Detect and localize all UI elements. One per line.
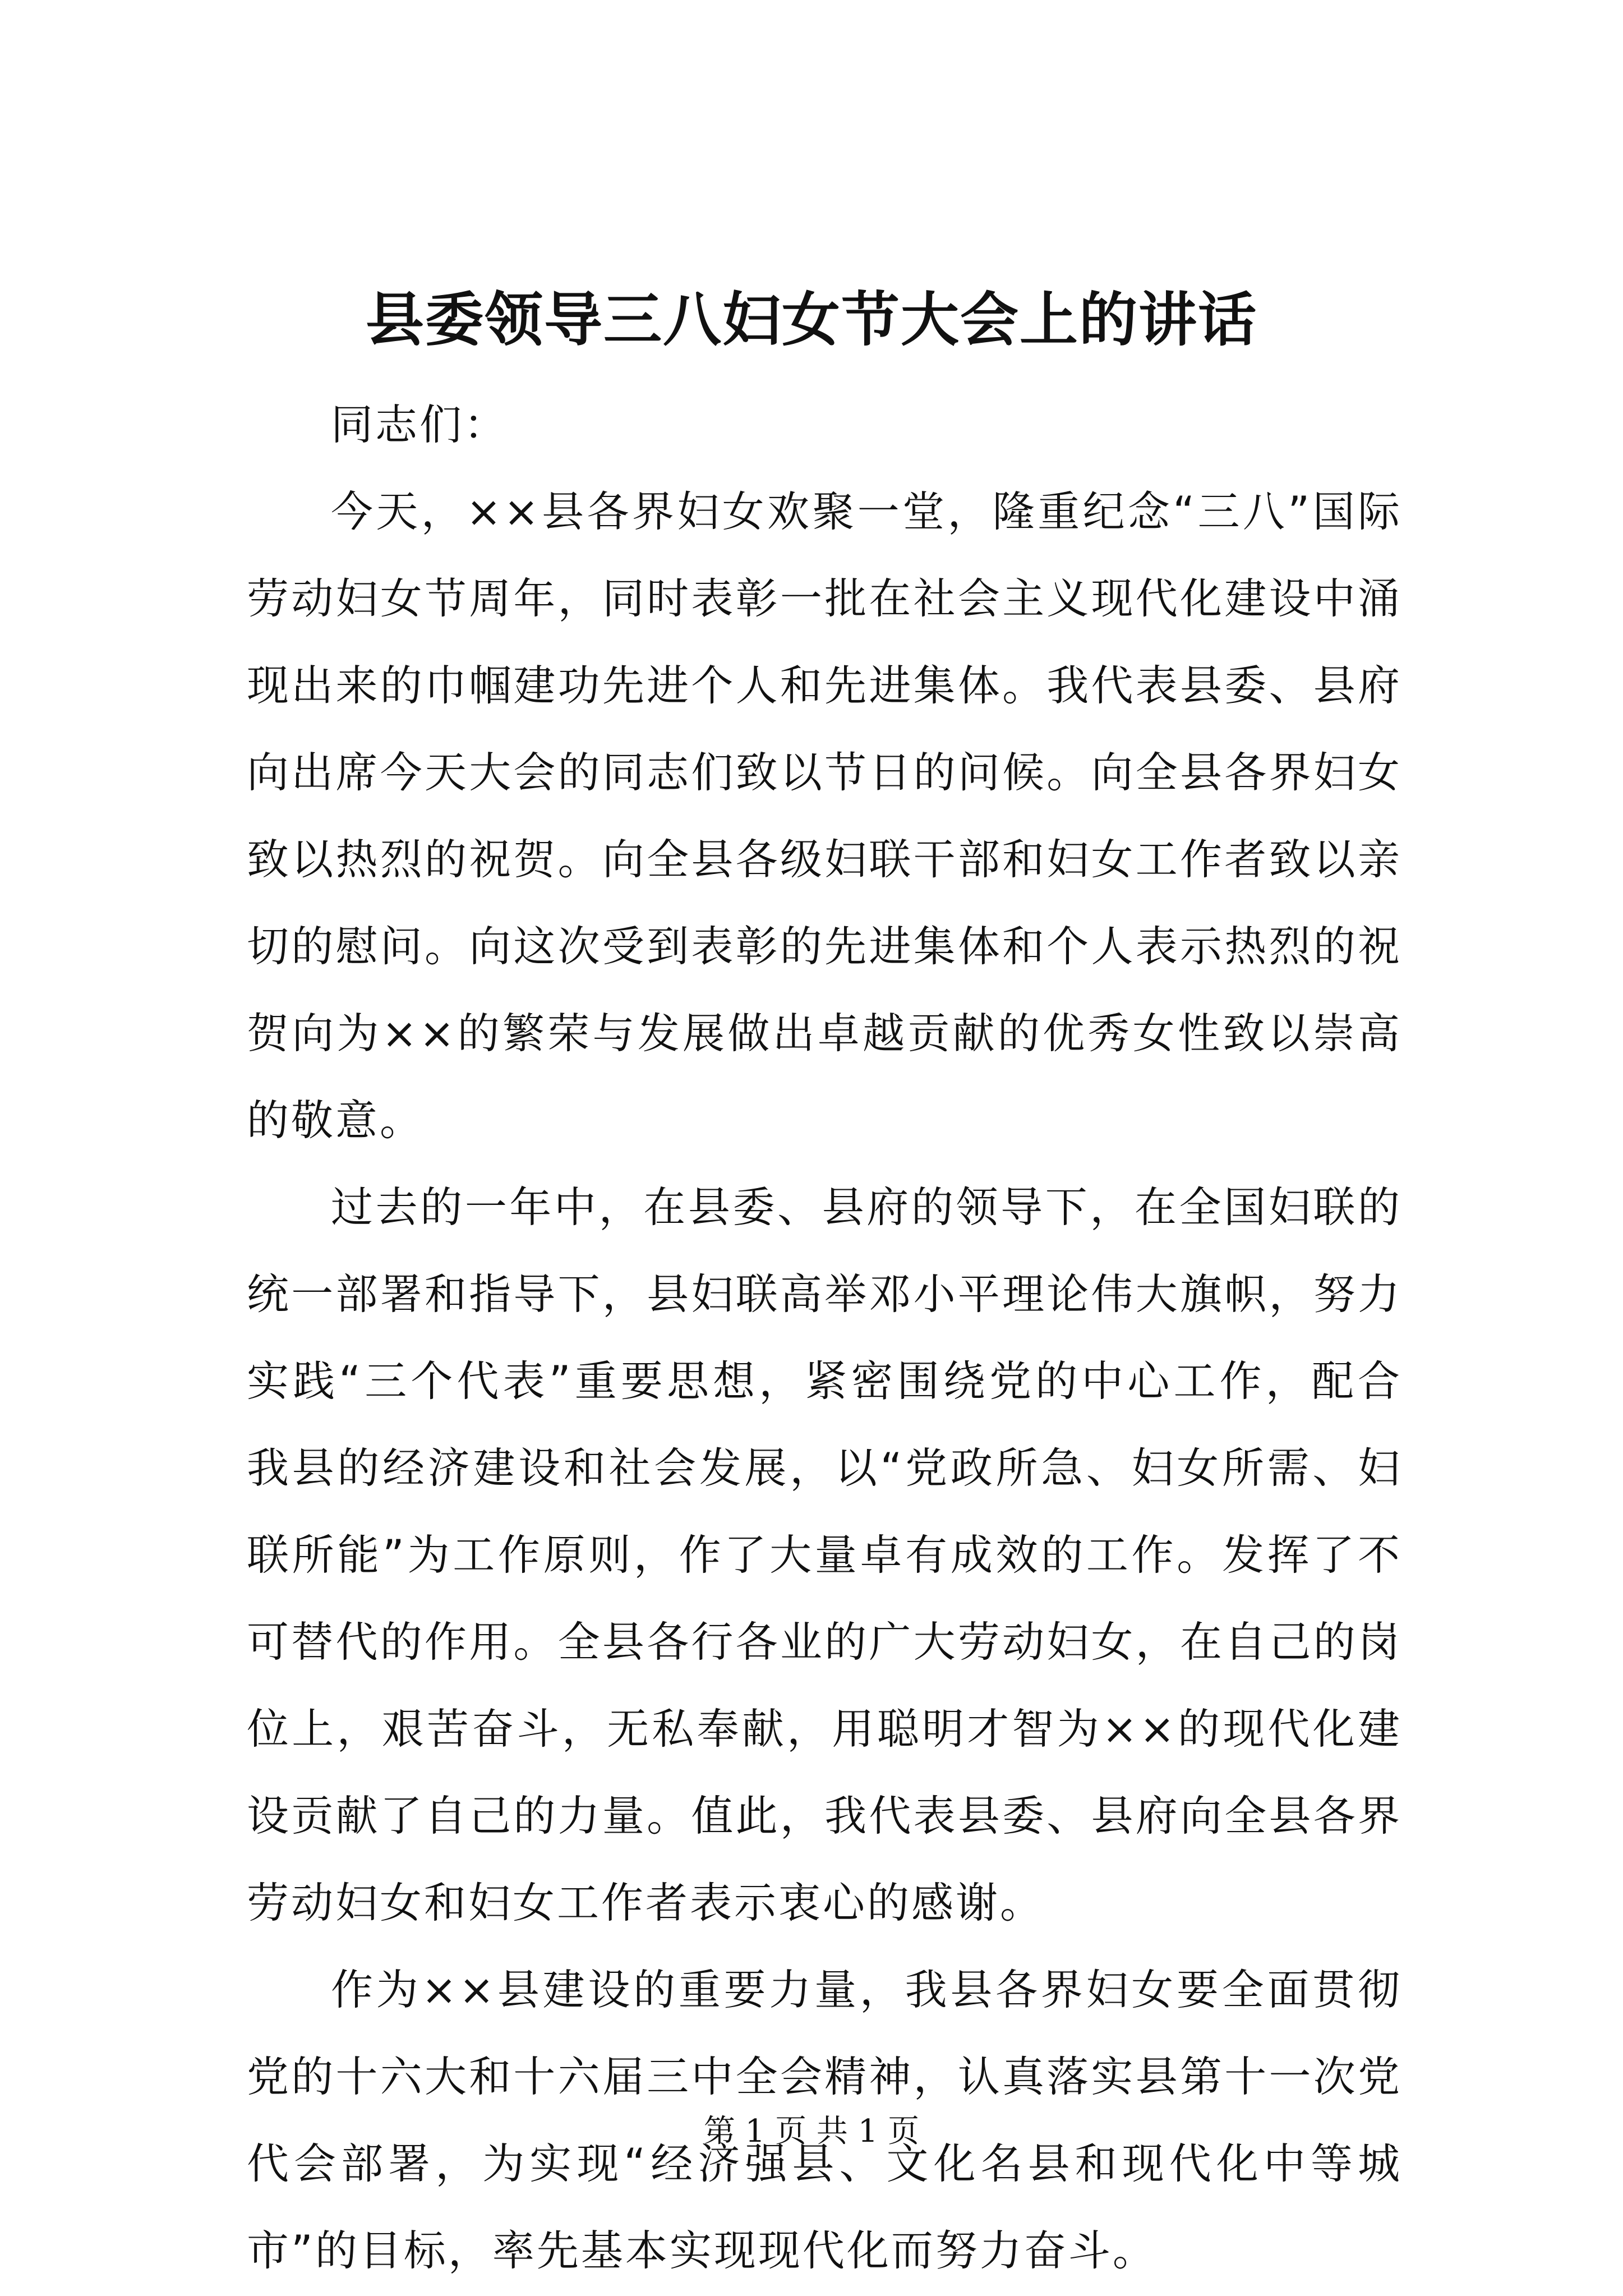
paragraph: 过去的一年中，在县委、县府的领导下，在全国妇联的统一部署和指导下，县妇联高举邓小平理论伟大旗帜，努力实践“三个代表”重要思想，紧密围绕党的中心工作，配合我县的经济建设和社会发展，以“党政所急、妇女所需、妇联所能”为工作原则，作了大量卓有成效的工作。发挥了不可替代的作用。全县各行各业的广大劳动妇女，在自己的岗位上，艰苦奋斗，无私奉献，用聪明才智为××的现代化建设贡献了自己的力量。值此，我代表县委、县府向全县各界劳动妇女和妇女工作者表示衷心的感谢。	[247, 1182, 1402, 1927]
document-title: 县委领导三八妇女节大会上的讲话	[365, 285, 1257, 354]
document-body	[247, 381, 1402, 2294]
paragraph: 作为××县建设的重要力量，我县各界妇女要全面贯彻党的十六大和十六届三中全会精神，认真落实县第十一次党代会部署，为实现“经济强县、文化名县和现代化中等城市”的目标，率先基本实现现代化而努力奋斗。	[247, 1965, 1402, 2275]
salutation: 同志们：	[331, 400, 509, 449]
paragraph: 今天，××县各界妇女欢聚一堂，隆重纪念“三八”国际劳动妇女节周年，同时表彰一批在社会主义现代化建设中涌现出来的巾帼建功先进个人和先进集体。我代表县委、县府向出席今天大会的同志们致以节日的问候。向全县各界妇女致以热烈的祝贺。向全县各级妇联干部和妇女工作者致以亲切的慰问。向这次受到表彰的先进集体和个人表示热烈的祝贺向为××的繁荣与发展做出卓越贡献的优秀女性致以崇高的敬意。	[247, 487, 1402, 1145]
page-footer: 第 1 页 共 1 页	[703, 2113, 920, 2150]
